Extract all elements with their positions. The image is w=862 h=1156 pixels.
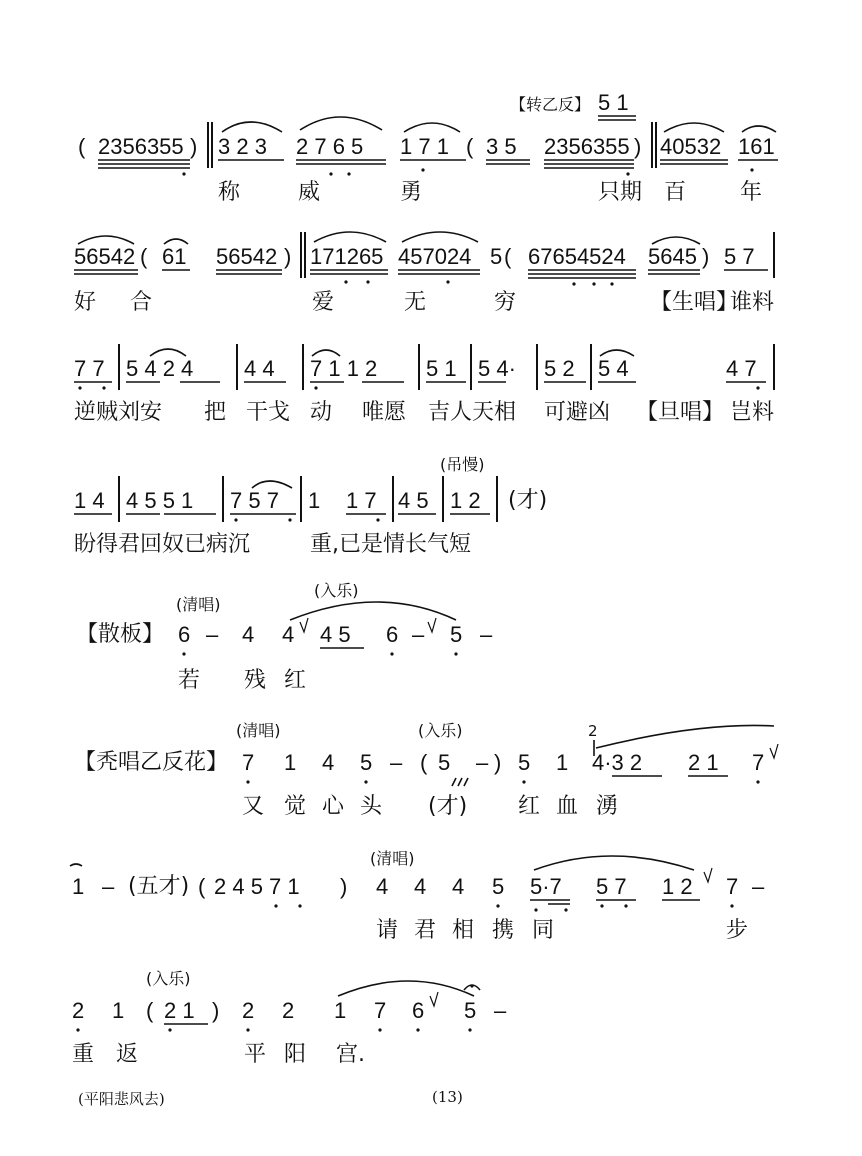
octave-dot bbox=[314, 386, 317, 389]
footer-title: (平阳悲风去) bbox=[78, 1090, 165, 1108]
lyric: 干戈 bbox=[246, 400, 291, 425]
note: 4 bbox=[414, 874, 427, 899]
barline bbox=[536, 344, 538, 390]
note: – bbox=[480, 622, 493, 647]
note-group: 5·7 bbox=[530, 874, 562, 899]
lyric: 唯愿 bbox=[362, 400, 407, 425]
note: 4 bbox=[322, 750, 335, 775]
style-mark: (入乐) bbox=[418, 721, 463, 740]
note: – bbox=[412, 622, 425, 647]
note-paren: ) bbox=[190, 134, 198, 159]
octave-dot bbox=[572, 282, 575, 285]
barline bbox=[302, 344, 304, 390]
note: 5 bbox=[518, 750, 531, 775]
note-group: 457024 bbox=[398, 244, 472, 269]
note: – bbox=[752, 874, 765, 899]
mode-change-mark: 【转乙反】 bbox=[510, 95, 591, 114]
beam bbox=[544, 160, 634, 168]
beam bbox=[310, 270, 388, 274]
note-paren: ( bbox=[420, 750, 428, 775]
note-group: 4·3 2 bbox=[592, 750, 643, 775]
note: 5 bbox=[438, 750, 451, 775]
octave-dot bbox=[626, 172, 629, 175]
lyric: 好 bbox=[74, 290, 97, 315]
note-group: 1 7 bbox=[346, 488, 377, 513]
note: 2 bbox=[242, 998, 255, 1023]
note: 7 bbox=[726, 874, 739, 899]
note: 5 bbox=[450, 622, 463, 647]
slur bbox=[338, 981, 474, 996]
octave-dot bbox=[78, 386, 81, 389]
note-group: 7 5 7 bbox=[230, 488, 279, 513]
meter-mark: 【散板】 bbox=[76, 622, 165, 647]
octave-dot bbox=[246, 1028, 249, 1031]
percussion-mark: (才) bbox=[508, 488, 548, 513]
octave-dot bbox=[522, 780, 525, 783]
meter-mark: 【秃唱乙反花】 bbox=[74, 750, 229, 775]
lyric: 平 bbox=[244, 1042, 267, 1067]
note-group: 161 bbox=[738, 134, 775, 159]
octave-dot bbox=[750, 168, 753, 171]
lyric: 心 bbox=[322, 794, 345, 819]
note-group: 2 1 bbox=[688, 750, 719, 775]
note-group: 5 bbox=[490, 244, 503, 269]
barline bbox=[236, 344, 238, 390]
lyric: 百 bbox=[664, 180, 687, 205]
lyric: 步 bbox=[726, 918, 749, 943]
octave-dot bbox=[534, 908, 537, 911]
note-paren: ) bbox=[212, 998, 220, 1023]
barline bbox=[773, 232, 775, 278]
barline bbox=[211, 122, 213, 168]
lyric: 同 bbox=[532, 918, 555, 943]
note-group: 2 4 5 7 1 bbox=[214, 874, 300, 899]
octave-dot bbox=[76, 1028, 79, 1031]
lyric: 红 bbox=[518, 794, 541, 819]
note-group: 1 4 bbox=[74, 488, 105, 513]
note-group: 1 2 bbox=[662, 874, 693, 899]
note-group: 61 bbox=[162, 244, 187, 269]
note-paren: ( bbox=[140, 244, 148, 269]
grace-note: 2 bbox=[588, 722, 598, 740]
octave-dot bbox=[366, 280, 369, 283]
slur bbox=[314, 232, 386, 242]
lyric: 残 bbox=[244, 668, 267, 693]
slur bbox=[652, 237, 700, 244]
note-paren: ) bbox=[702, 244, 710, 269]
lyric: 请 bbox=[376, 918, 399, 943]
octave-dot bbox=[102, 386, 105, 389]
page-number: (13) bbox=[432, 1088, 463, 1106]
note: 6 bbox=[386, 622, 399, 647]
note-group: 7 1 1 2 bbox=[310, 356, 378, 381]
note-group: 4 5 5 1 bbox=[126, 488, 194, 513]
note: 2 bbox=[282, 998, 295, 1023]
octave-dot bbox=[168, 1028, 171, 1031]
lyric: 勇 bbox=[400, 180, 423, 205]
note: 5 bbox=[492, 874, 505, 899]
singer-mark: 【旦唱】 bbox=[636, 400, 725, 425]
note-group: 40532 bbox=[660, 134, 722, 159]
octave-dot bbox=[421, 168, 424, 171]
note-paren: ( bbox=[198, 874, 206, 899]
octave-dot bbox=[454, 652, 457, 655]
lyric: 动 bbox=[310, 400, 333, 425]
lyric: 称 bbox=[218, 180, 241, 205]
note: – bbox=[390, 750, 403, 775]
note: 1 bbox=[72, 874, 85, 899]
octave-dot bbox=[468, 1028, 471, 1031]
note: 1 bbox=[284, 750, 297, 775]
beam bbox=[74, 270, 138, 274]
octave-dot bbox=[600, 904, 603, 907]
octave-dot bbox=[274, 904, 277, 907]
lyric: 血 bbox=[556, 794, 579, 819]
note-group: 5 7 bbox=[724, 244, 755, 269]
beam bbox=[648, 270, 700, 274]
note-group: 5645 bbox=[648, 244, 697, 269]
singer-mark: 【生唱】 bbox=[650, 290, 739, 315]
octave-dot bbox=[756, 386, 759, 389]
barline bbox=[590, 344, 592, 390]
octave-dot bbox=[234, 518, 237, 521]
lyric: 又 bbox=[242, 794, 265, 819]
lyric: 岂料 bbox=[730, 400, 775, 425]
style-mark: (清唱) bbox=[370, 849, 415, 868]
note: 5 bbox=[360, 750, 373, 775]
note-group: 4 5 bbox=[398, 488, 429, 513]
note: 4 bbox=[242, 622, 255, 647]
barline bbox=[222, 476, 224, 522]
slur bbox=[150, 349, 186, 356]
note-group: 5 4 2 4 bbox=[126, 356, 194, 381]
tempo-mark: (吊慢) bbox=[440, 455, 485, 474]
lyric: 谁料 bbox=[730, 290, 775, 315]
beam bbox=[98, 160, 190, 168]
note-paren: ) bbox=[340, 874, 348, 899]
note-paren: ) bbox=[494, 750, 502, 775]
note-paren: ( bbox=[504, 244, 512, 269]
octave-dot bbox=[364, 780, 367, 783]
lyric: 湧 bbox=[596, 794, 619, 819]
lyric: 阳 bbox=[284, 1042, 307, 1067]
octave-dot bbox=[182, 172, 185, 175]
lyric: 威 bbox=[298, 180, 321, 205]
note-group: 3 2 3 bbox=[218, 134, 267, 159]
note-group: 5 4 bbox=[598, 356, 629, 381]
note-group: 7 7 bbox=[74, 356, 105, 381]
note: 7 bbox=[242, 750, 255, 775]
octave-dot bbox=[344, 280, 347, 283]
lyric: 重,已是情长气短 bbox=[310, 532, 471, 557]
lyric: 觉 bbox=[284, 794, 307, 819]
beam bbox=[528, 270, 636, 278]
percussion-mark: (才) bbox=[428, 794, 468, 819]
lyric: 君 bbox=[414, 918, 437, 943]
lyric: 头 bbox=[360, 794, 383, 819]
slur bbox=[534, 856, 694, 870]
lyric: 爱 bbox=[312, 290, 335, 315]
note: 4 bbox=[282, 622, 295, 647]
note-group: 56542 bbox=[216, 244, 278, 269]
barline bbox=[655, 122, 657, 168]
slur bbox=[596, 725, 774, 748]
octave-dot bbox=[610, 282, 613, 285]
note-group: 2356355 bbox=[544, 134, 630, 159]
slur bbox=[290, 602, 456, 620]
octave-dot bbox=[730, 904, 733, 907]
note-group: 2 1 bbox=[164, 998, 195, 1023]
octave-dot bbox=[564, 908, 567, 911]
note: 7 bbox=[374, 998, 387, 1023]
breath-mark bbox=[430, 992, 438, 1006]
lyric: 宫. bbox=[336, 1042, 365, 1067]
note-group: 1 2 bbox=[450, 488, 481, 513]
barline bbox=[207, 122, 209, 168]
style-mark: (清唱) bbox=[176, 595, 221, 614]
note: 5 bbox=[464, 998, 477, 1023]
note: 6 bbox=[412, 998, 425, 1023]
slur bbox=[252, 481, 292, 488]
octave-dot bbox=[182, 652, 185, 655]
note-group: 5 7 bbox=[596, 874, 627, 899]
slur bbox=[664, 123, 724, 132]
lyric: 只期 bbox=[598, 180, 643, 205]
octave-dot bbox=[416, 1028, 419, 1031]
lyric: 无 bbox=[404, 290, 427, 315]
note: 2 bbox=[72, 998, 85, 1023]
beam bbox=[530, 900, 570, 904]
lyric: 年 bbox=[740, 180, 763, 205]
note-group: 5 4· bbox=[478, 356, 516, 381]
note-group: 4 5 bbox=[320, 622, 351, 647]
octave-dot bbox=[592, 282, 595, 285]
breath-mark bbox=[300, 618, 308, 632]
slur bbox=[402, 232, 478, 242]
fermata-dot bbox=[470, 984, 473, 987]
note-group: 5 2 bbox=[544, 356, 575, 381]
note: 4 bbox=[376, 874, 389, 899]
note-paren: ( bbox=[78, 134, 86, 159]
barline bbox=[496, 476, 498, 522]
lyric: 合 bbox=[130, 290, 153, 315]
lyric: 把 bbox=[204, 400, 227, 425]
beam bbox=[216, 270, 282, 274]
lyric: 重 bbox=[72, 1042, 95, 1067]
barline bbox=[470, 344, 472, 390]
beam bbox=[296, 160, 386, 164]
note-group: 5 1 bbox=[598, 90, 629, 115]
beam bbox=[486, 160, 530, 164]
lyric: 吉人天相 bbox=[428, 400, 517, 425]
barline bbox=[418, 344, 420, 390]
octave-dot bbox=[624, 904, 627, 907]
note: – bbox=[476, 750, 489, 775]
octave-dot bbox=[496, 904, 499, 907]
style-mark: (清唱) bbox=[236, 721, 281, 740]
note: 1 bbox=[334, 998, 347, 1023]
slur bbox=[78, 236, 134, 244]
note: 6 bbox=[178, 622, 191, 647]
barline bbox=[300, 476, 302, 522]
slur bbox=[222, 122, 282, 132]
note-group: 4 7 bbox=[726, 356, 757, 381]
octave-dot bbox=[446, 280, 449, 283]
barline bbox=[304, 232, 306, 278]
lyric: 穷 bbox=[494, 290, 517, 315]
style-mark: (入乐) bbox=[146, 969, 191, 988]
breath-mark bbox=[704, 868, 712, 882]
note-group: 5 1 bbox=[426, 356, 457, 381]
lyric: 逆贼刘安 bbox=[74, 400, 163, 425]
lyric: 可避凶 bbox=[544, 400, 611, 425]
lyric: 若 bbox=[178, 668, 201, 693]
tremolo bbox=[452, 778, 468, 786]
note-group: 2356355 bbox=[98, 134, 184, 159]
note-paren: ( bbox=[466, 134, 474, 159]
barline bbox=[651, 122, 653, 168]
barline bbox=[118, 344, 120, 390]
note-group: 1 bbox=[308, 488, 321, 513]
note-group: 56542 bbox=[74, 244, 136, 269]
note-group: 2 7 6 5 bbox=[296, 134, 364, 159]
lyric: 盼得君回奴已病沉 bbox=[74, 532, 251, 557]
octave-dot bbox=[378, 1028, 381, 1031]
barline bbox=[300, 232, 302, 278]
note-paren: ) bbox=[284, 244, 292, 269]
note-paren: ( bbox=[146, 998, 154, 1023]
note: – bbox=[494, 998, 507, 1023]
note-group: 3 5 bbox=[486, 134, 517, 159]
beam bbox=[398, 270, 480, 274]
slur bbox=[300, 117, 382, 130]
octave-dot bbox=[376, 518, 379, 521]
breath-mark bbox=[770, 744, 778, 758]
note: 4 bbox=[452, 874, 465, 899]
note: 7 bbox=[752, 750, 765, 775]
note: 1 bbox=[556, 750, 569, 775]
note-group: 4 4 bbox=[244, 356, 275, 381]
octave-dot bbox=[298, 904, 301, 907]
octave-dot bbox=[288, 518, 291, 521]
note-paren: ) bbox=[634, 134, 642, 159]
lyric: 相 bbox=[452, 918, 475, 943]
style-mark: (入乐) bbox=[314, 581, 359, 600]
barline bbox=[442, 476, 444, 522]
octave-dot bbox=[390, 652, 393, 655]
percussion-mark: (五才) bbox=[128, 874, 190, 899]
octave-dot bbox=[756, 780, 759, 783]
note: – bbox=[206, 622, 219, 647]
breath-mark bbox=[428, 618, 436, 632]
note: – bbox=[102, 874, 115, 899]
note-group: 1 7 1 bbox=[400, 134, 449, 159]
note-group: 171265 bbox=[310, 244, 384, 269]
slur bbox=[742, 126, 776, 132]
beam bbox=[598, 116, 636, 120]
slur bbox=[70, 864, 82, 866]
lyric: 携 bbox=[492, 918, 515, 943]
slur bbox=[404, 123, 460, 132]
lyric: 红 bbox=[284, 668, 307, 693]
note: 1 bbox=[112, 998, 125, 1023]
octave-dot bbox=[246, 780, 249, 783]
beam bbox=[660, 160, 728, 164]
fermata bbox=[464, 985, 480, 990]
barline bbox=[773, 344, 775, 390]
lyric: 返 bbox=[116, 1042, 139, 1067]
octave-dot bbox=[347, 172, 350, 175]
barline bbox=[118, 476, 120, 522]
octave-dot bbox=[329, 172, 332, 175]
note-group: 67654524 bbox=[528, 244, 626, 269]
barline bbox=[392, 476, 394, 522]
